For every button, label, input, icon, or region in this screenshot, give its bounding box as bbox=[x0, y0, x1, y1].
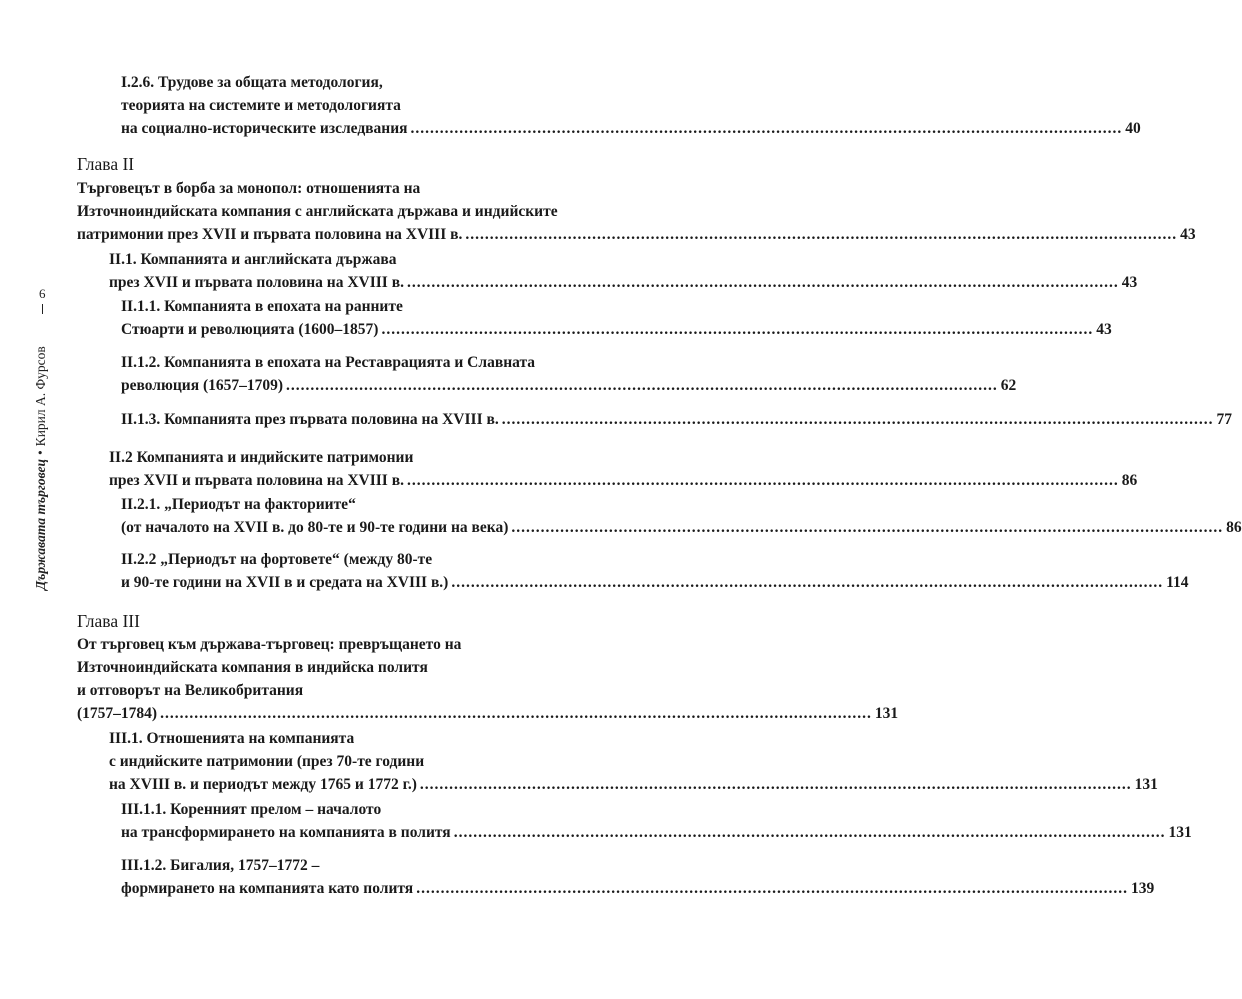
chapter-heading: Глава III bbox=[77, 611, 140, 631]
toc-page-number: 86 bbox=[1121, 472, 1138, 489]
toc-entry-line: през XVII и първата половина на XVIII в. bbox=[109, 472, 404, 489]
toc-entry-line: Търговецът в борба за монопол: отношенията на bbox=[77, 180, 421, 197]
dot-leader: .................................................................................................................................................. bbox=[416, 880, 1128, 897]
toc-entry-line: през XVII и първата половина на XVIII в. bbox=[109, 274, 404, 291]
toc-entry-leader-line[interactable] bbox=[121, 118, 1141, 140]
toc-entry-line: на XVIII в. и периодът между 1765 и 1772 г.) bbox=[109, 776, 417, 793]
toc-entry-leader-line[interactable] bbox=[109, 470, 1138, 492]
toc-entry-line: (1757–1784) bbox=[77, 705, 158, 722]
dot-leader: .................................................................................................................................................. bbox=[501, 411, 1214, 428]
toc-entry-line: (от началото на XVII в. до 80-те и 90-те години на века) bbox=[121, 519, 509, 536]
toc-page-number: 131 bbox=[1134, 776, 1158, 793]
toc-page-number: 131 bbox=[874, 705, 899, 722]
toc-page-number: 43 bbox=[1180, 226, 1196, 243]
toc-entry-leader-line[interactable] bbox=[121, 822, 1192, 844]
toc-entry-leader-line[interactable] bbox=[77, 703, 899, 725]
toc-entry-leader-line[interactable] bbox=[121, 319, 1112, 341]
toc-page-number: 86 bbox=[1226, 519, 1242, 536]
toc-page-number: 43 bbox=[1096, 321, 1112, 338]
toc-entry-line: II.2 Компанията и индийските патримонии bbox=[109, 449, 414, 466]
page-number-rule bbox=[42, 304, 43, 314]
running-head-book-title: Държавата търговец bbox=[33, 459, 48, 590]
toc-entry-leader-line[interactable] bbox=[121, 517, 1242, 539]
dot-leader: .................................................................................................................................................. bbox=[465, 226, 1178, 243]
dot-leader: .................................................................................................................................................. bbox=[410, 120, 1123, 137]
toc-page-number: 43 bbox=[1121, 274, 1138, 291]
toc-entry-line: и 90-те години на XVII в и средата на XVIII в.) bbox=[121, 574, 449, 591]
toc-page-number: 139 bbox=[1130, 880, 1155, 897]
toc-entry-line: II.2.1. „Периодът на факториите“ bbox=[121, 496, 356, 513]
toc-page-number: 114 bbox=[1166, 574, 1189, 591]
toc-entry-leader-line[interactable] bbox=[121, 409, 1232, 431]
toc-entry-line: II.1.1. Компанията в епохата на ранните bbox=[121, 298, 403, 315]
running-head-separator: • bbox=[33, 450, 48, 456]
toc-entry-line: II.1.3. Компанията през първата половина на XVIII в. bbox=[121, 411, 499, 428]
toc-entry-line: революция (1657–1709) bbox=[121, 377, 284, 394]
toc-entry-line: Източноиндийската компания с английската държава и индийските bbox=[77, 203, 558, 220]
toc-entry-leader-line[interactable] bbox=[121, 375, 1017, 397]
toc-entry-leader-line[interactable] bbox=[77, 224, 1196, 246]
toc-entry-line: на трансформирането на компанията в политя bbox=[121, 824, 451, 841]
toc-entry-line: I.2.6. Трудове за общата методология, bbox=[121, 74, 383, 91]
dot-leader: .................................................................................................................................................. bbox=[451, 574, 1164, 591]
toc-entry-line: II.1.2. Компанията в епохата на Реставрацията и Славната bbox=[121, 354, 536, 371]
toc-entry-line: II.2.2 „Периодът на фортовете“ (между 80-те bbox=[121, 551, 433, 568]
dot-leader: .................................................................................................................................................. bbox=[286, 377, 998, 394]
toc-entry-line: III.1. Отношенията на компанията bbox=[109, 730, 355, 747]
dot-leader: .................................................................................................................................................. bbox=[406, 274, 1119, 291]
toc-entry-line: теорията на системите и методологията bbox=[121, 97, 401, 114]
toc-entry-leader-line[interactable] bbox=[121, 572, 1189, 594]
page-number: 6 bbox=[39, 286, 46, 301]
toc-entry-leader-line[interactable] bbox=[109, 272, 1138, 294]
dot-leader: .................................................................................................................................................. bbox=[453, 824, 1166, 841]
toc-entry-line: III.1.2. Бигалия, 1757–1772 – bbox=[121, 857, 320, 874]
toc-page-number: 62 bbox=[1000, 377, 1017, 394]
toc-page-number: 77 bbox=[1216, 411, 1232, 428]
dot-leader: .................................................................................................................................................. bbox=[381, 321, 1094, 338]
dot-leader: .................................................................................................................................................. bbox=[511, 519, 1224, 536]
running-head-author: Кирил А. Фурсов bbox=[33, 346, 48, 447]
toc-entry-line: формирането на компанията като политя bbox=[121, 880, 414, 897]
toc-entry-line: патримонии през XVII и първата половина на XVIII в. bbox=[77, 226, 463, 243]
toc-entry-leader-line[interactable] bbox=[109, 774, 1158, 796]
toc-entry-line: Източноиндийската компания в индийска политя bbox=[77, 659, 428, 676]
toc-entry-line: на социално-историческите изследвания bbox=[121, 120, 408, 137]
toc-page-number: 131 bbox=[1168, 824, 1192, 841]
toc-entry-leader-line[interactable] bbox=[121, 878, 1155, 900]
toc-page-number: 40 bbox=[1125, 120, 1141, 137]
toc-entry-line: с индийските патримонии (през 70-те години bbox=[109, 753, 425, 770]
dot-leader: .................................................................................................................................................. bbox=[160, 705, 872, 722]
toc-entry-line: III.1.1. Коренният прелом – началото bbox=[121, 801, 382, 818]
toc-entry-line: От търговец към държава-търговец: превръщането на bbox=[77, 636, 462, 653]
toc-entry-line: II.1. Компанията и английската държава bbox=[109, 251, 397, 268]
chapter-heading: Глава II bbox=[77, 154, 135, 174]
dot-leader: .................................................................................................................................................. bbox=[406, 472, 1119, 489]
toc-entry-line: Стюарти и революцията (1600–1857) bbox=[121, 321, 379, 338]
dot-leader: .................................................................................................................................................. bbox=[419, 776, 1132, 793]
running-head bbox=[33, 346, 49, 590]
toc-entry-line: и отговорът на Великобритания bbox=[77, 682, 304, 699]
